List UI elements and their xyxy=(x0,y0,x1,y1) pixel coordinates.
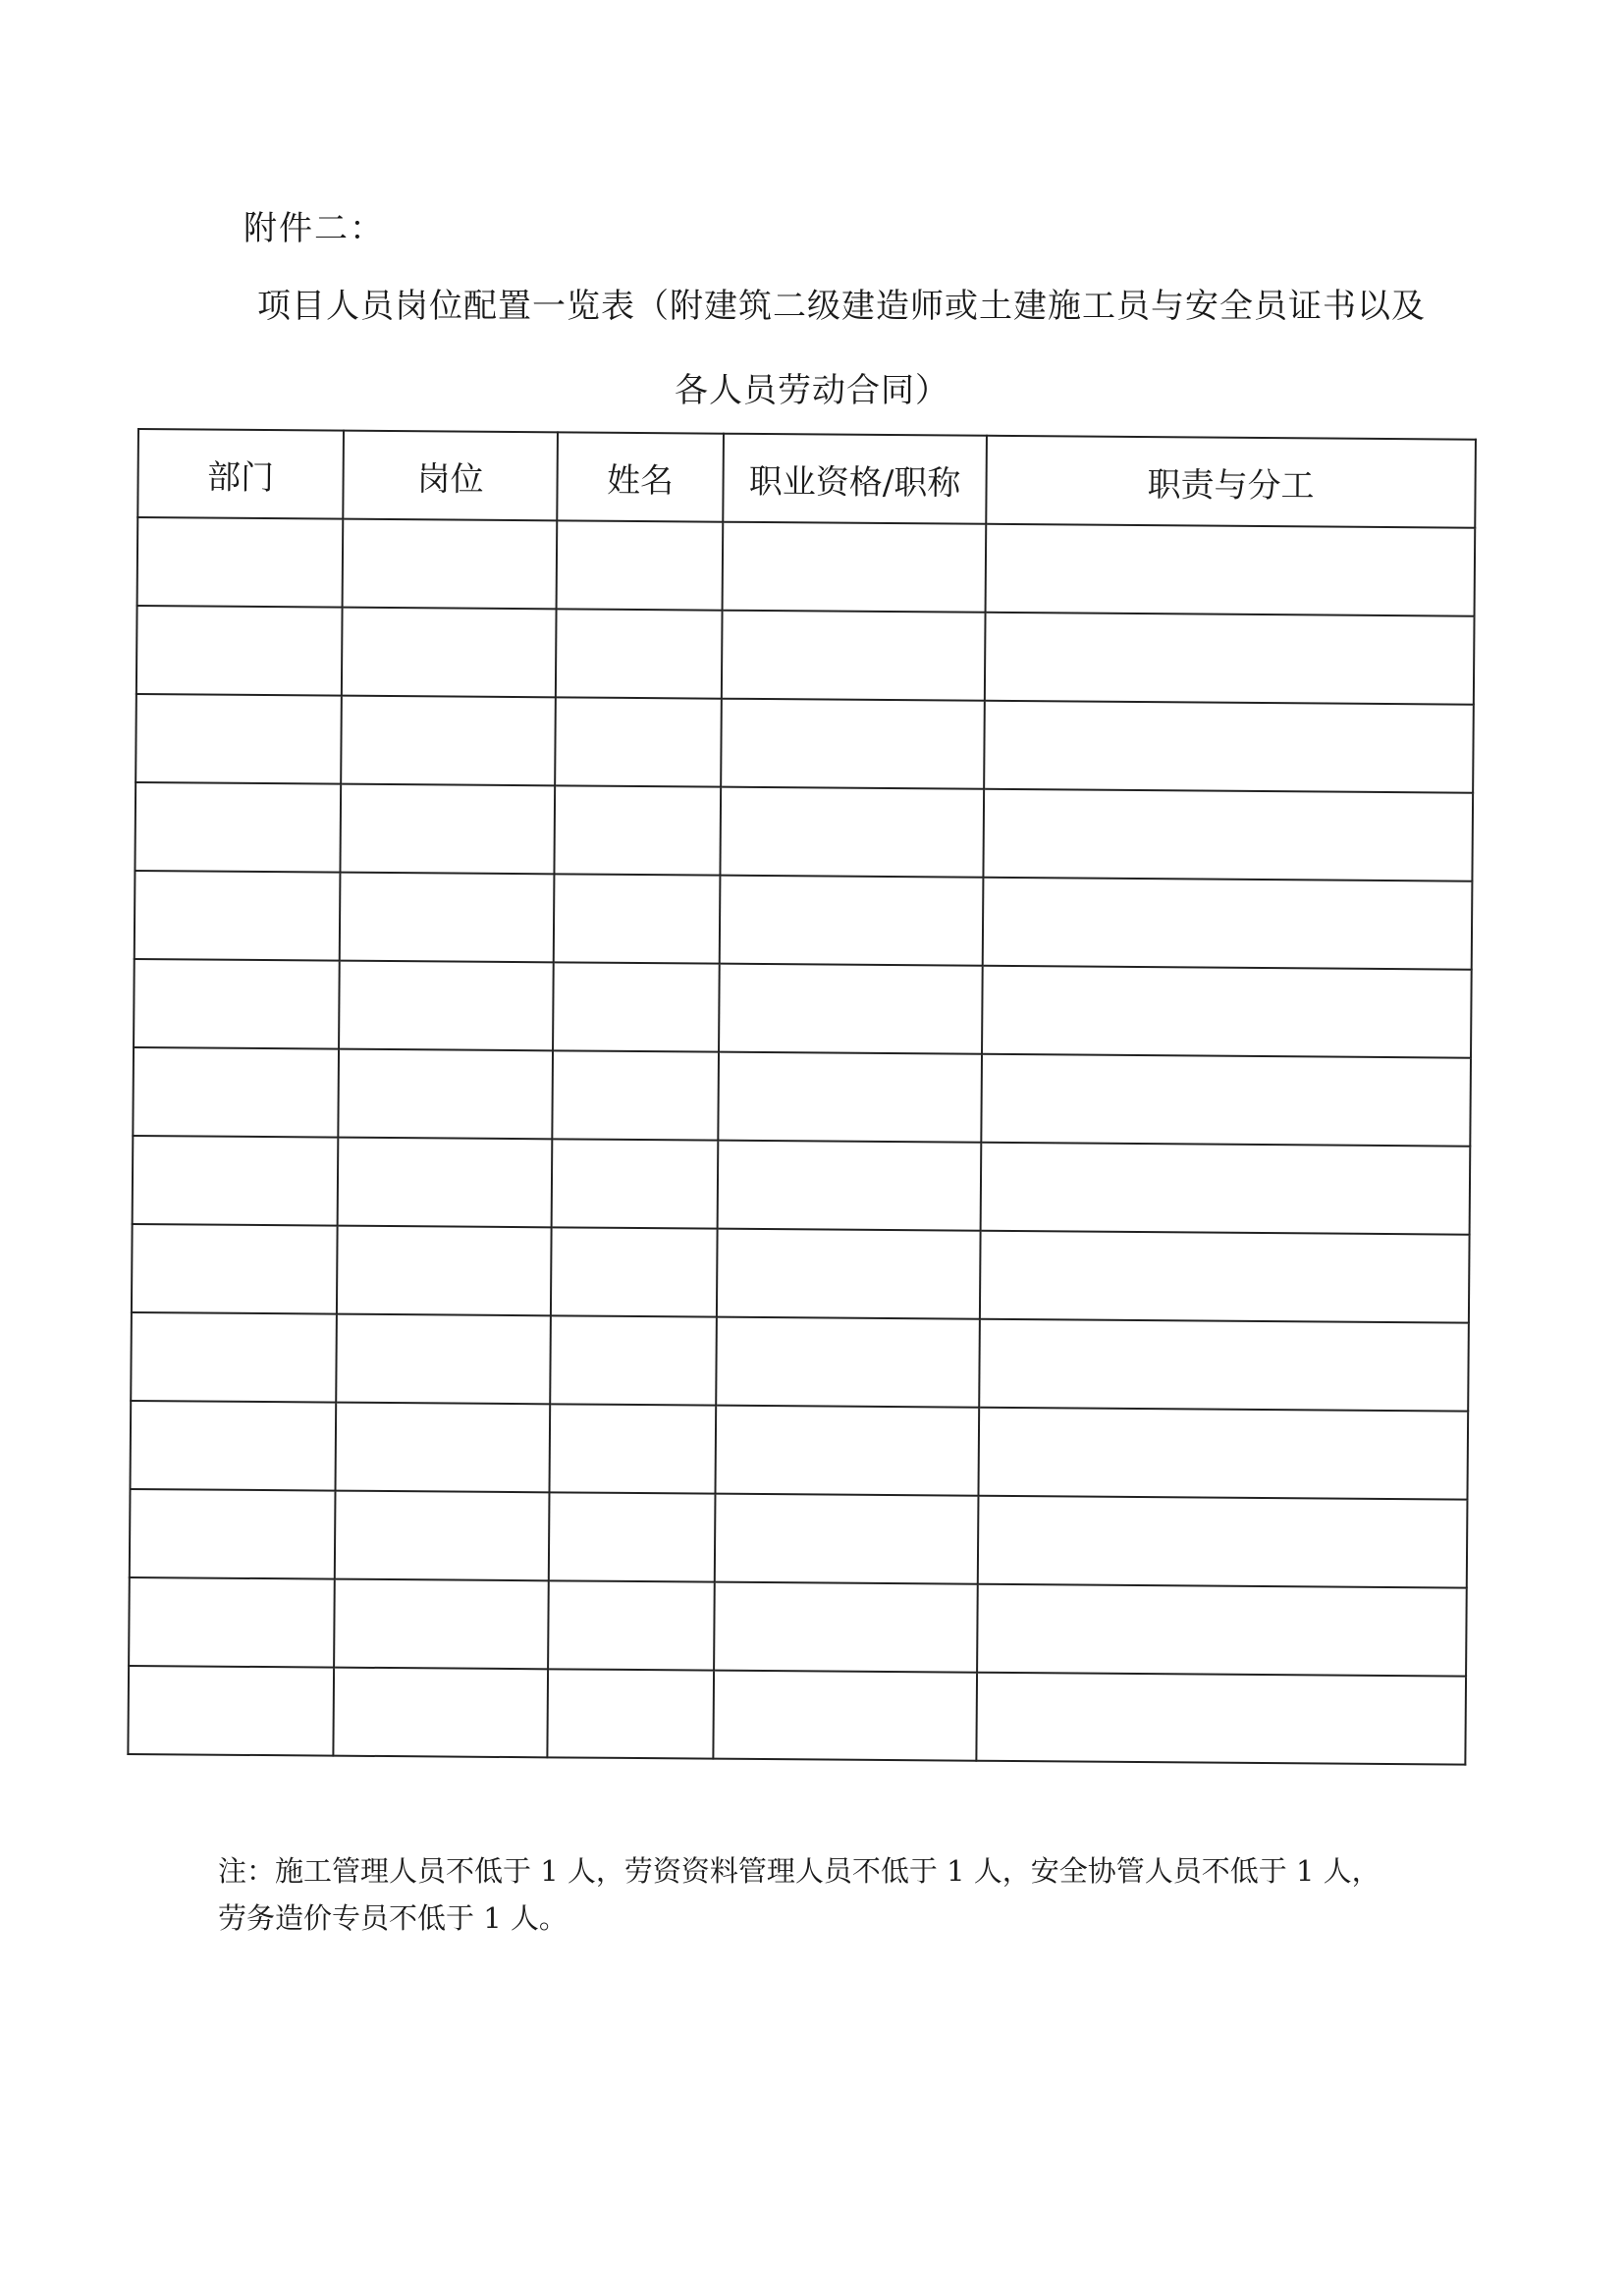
table-cell-responsibilities[interactable] xyxy=(980,1231,1470,1323)
table-cell-position[interactable] xyxy=(343,519,558,610)
page-title-line-2: 各人员劳动合同） xyxy=(675,371,949,410)
table-cell-responsibilities[interactable] xyxy=(983,789,1473,881)
table-cell-position[interactable] xyxy=(333,1668,548,1758)
table-cell-name[interactable] xyxy=(550,1315,717,1405)
table-header-row xyxy=(137,429,1476,528)
table-cell-qualification[interactable] xyxy=(720,787,984,878)
table-cell-department[interactable] xyxy=(135,694,342,784)
table-cell-qualification[interactable] xyxy=(719,964,983,1054)
table-cell-position[interactable] xyxy=(342,608,557,698)
table-cell-department[interactable] xyxy=(129,1577,335,1668)
table-row xyxy=(132,1224,1470,1323)
table-cell-department[interactable] xyxy=(133,1047,339,1138)
table-cell-responsibilities[interactable] xyxy=(978,1496,1468,1588)
table-cell-name[interactable] xyxy=(547,1669,714,1758)
table-cell-qualification[interactable] xyxy=(715,1494,979,1584)
table-cell-position[interactable] xyxy=(340,784,555,875)
table-row xyxy=(130,1489,1468,1588)
table-row xyxy=(135,871,1473,970)
table-row xyxy=(136,606,1475,705)
note xyxy=(218,1847,1396,1942)
note-line-1: 注：施工管理人员不低于 1 人，劳资资料管理人员不低于 1 人，安全协管人员不低于 1 人， xyxy=(218,1854,1380,1888)
table-cell-position[interactable] xyxy=(338,1138,553,1228)
table-cell-qualification[interactable] xyxy=(721,699,985,789)
table-cell-name[interactable] xyxy=(557,520,724,610)
table-row xyxy=(133,1047,1471,1147)
table-cell-department[interactable] xyxy=(136,606,343,696)
table-cell-qualification[interactable] xyxy=(714,1582,978,1673)
table-row xyxy=(137,517,1476,616)
table-cell-qualification[interactable] xyxy=(723,522,987,613)
table-cell-name[interactable] xyxy=(552,1139,719,1228)
table-cell-qualification[interactable] xyxy=(715,1406,979,1496)
table-cell-responsibilities[interactable] xyxy=(984,701,1474,793)
table-cell-position[interactable] xyxy=(339,961,554,1051)
table-row xyxy=(133,1136,1471,1235)
table-cell-responsibilities[interactable] xyxy=(981,1143,1471,1235)
table-row xyxy=(129,1577,1467,1677)
table-cell-department[interactable] xyxy=(131,1401,337,1491)
table-cell-position[interactable] xyxy=(336,1314,551,1405)
table-cell-name[interactable] xyxy=(554,785,721,875)
table-cell-department[interactable] xyxy=(133,1136,339,1226)
table-row xyxy=(134,959,1472,1058)
table-cell-name[interactable] xyxy=(551,1227,718,1316)
table-row xyxy=(128,1666,1466,1765)
table-cell-position[interactable] xyxy=(336,1403,551,1493)
table-cell-responsibilities[interactable] xyxy=(976,1673,1466,1765)
column-header-department: 部门 xyxy=(137,429,344,519)
staff-position-table xyxy=(127,428,1477,1766)
table-cell-responsibilities[interactable] xyxy=(985,613,1475,705)
table-cell-qualification[interactable] xyxy=(720,876,984,966)
column-header-position: 岗位 xyxy=(343,431,558,521)
table-cell-department[interactable] xyxy=(130,1489,336,1579)
table-row xyxy=(131,1401,1469,1500)
table-cell-qualification[interactable] xyxy=(716,1317,980,1408)
table-cell-position[interactable] xyxy=(337,1226,552,1316)
table-cell-position[interactable] xyxy=(334,1579,549,1670)
table-cell-qualification[interactable] xyxy=(717,1229,981,1319)
table-cell-position[interactable] xyxy=(340,873,555,963)
column-header-qualification: 职业资格/职称 xyxy=(723,434,987,524)
table-cell-position[interactable] xyxy=(341,696,556,786)
table-cell-department[interactable] xyxy=(135,782,341,873)
table-cell-responsibilities[interactable] xyxy=(979,1319,1469,1412)
table-body xyxy=(128,517,1475,1765)
page-title-line-1: 项目人员岗位配置一览表（附建筑二级建造师或土建施工员与安全员证书以及 xyxy=(257,287,1426,326)
table-cell-qualification[interactable] xyxy=(713,1671,977,1761)
table-cell-position[interactable] xyxy=(338,1049,553,1140)
note-line-2: 劳务造价专员不低于 1 人。 xyxy=(218,1901,568,1935)
table-cell-name[interactable] xyxy=(554,874,721,963)
table-cell-name[interactable] xyxy=(556,609,723,698)
table-cell-qualification[interactable] xyxy=(718,1141,982,1231)
table-cell-name[interactable] xyxy=(549,1492,716,1581)
table-cell-responsibilities[interactable] xyxy=(977,1584,1467,1677)
table-cell-position[interactable] xyxy=(335,1491,550,1581)
table-cell-responsibilities[interactable] xyxy=(986,524,1476,616)
column-header-responsibilities: 职责与分工 xyxy=(986,436,1476,528)
table-row xyxy=(131,1312,1469,1412)
table-row xyxy=(135,694,1474,793)
table-cell-department[interactable] xyxy=(131,1312,337,1403)
table-cell-responsibilities[interactable] xyxy=(982,966,1472,1058)
table-cell-department[interactable] xyxy=(132,1224,338,1314)
table-cell-name[interactable] xyxy=(555,697,722,786)
table-cell-name[interactable] xyxy=(548,1580,715,1670)
table-cell-department[interactable] xyxy=(137,517,344,608)
table-cell-qualification[interactable] xyxy=(718,1052,982,1143)
table-cell-name[interactable] xyxy=(552,1050,719,1140)
table-cell-department[interactable] xyxy=(134,959,340,1049)
table-cell-name[interactable] xyxy=(549,1404,716,1493)
table-cell-department[interactable] xyxy=(128,1666,334,1756)
table-cell-qualification[interactable] xyxy=(722,611,986,701)
annex-label: 附件二： xyxy=(244,209,385,248)
table-cell-responsibilities[interactable] xyxy=(983,878,1473,970)
table-row xyxy=(135,782,1473,881)
table-cell-responsibilities[interactable] xyxy=(981,1054,1471,1147)
table-cell-name[interactable] xyxy=(553,962,720,1051)
table-cell-department[interactable] xyxy=(135,871,341,961)
column-header-name: 姓名 xyxy=(557,432,724,521)
table-cell-responsibilities[interactable] xyxy=(978,1408,1468,1500)
